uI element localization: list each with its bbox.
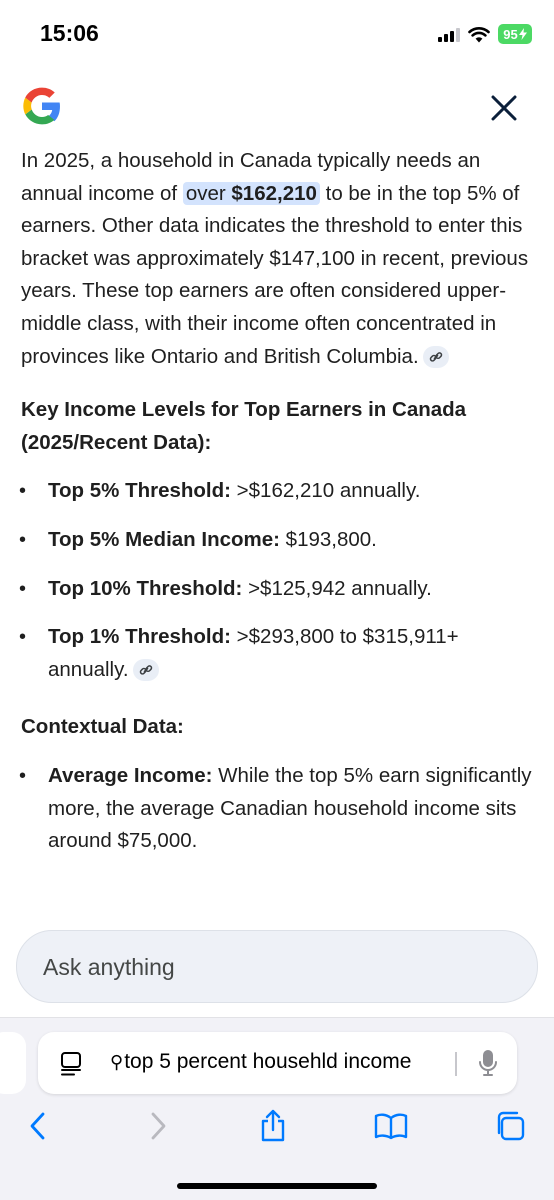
bullet: • (19, 528, 27, 551)
answer-highlight (183, 182, 320, 205)
address-bar[interactable] (38, 1032, 517, 1094)
bullet: • (19, 626, 27, 649)
answer-text-end: to be in the top 5% of earners. Other data indicates the threshold to enter this bracket was approximately $147,100 in recent, previous years. These top earners are often considered upper-middle class, with their income often concentrated in provinces like Ontario and British Columbia. (21, 181, 529, 368)
item-label: Top 5% Median Income: (48, 527, 280, 551)
battery-charging-icon (498, 24, 532, 44)
context-list (21, 760, 533, 858)
bullet: • (19, 480, 27, 503)
ask-input[interactable] (16, 930, 538, 1003)
item-label: Top 5% Threshold: (48, 479, 231, 503)
microphone-icon[interactable] (478, 1048, 498, 1078)
tabs-button[interactable] (490, 1106, 530, 1146)
battery-level: 95 (503, 26, 518, 42)
list-item (21, 573, 533, 606)
highlight-value: $162,210 (231, 181, 317, 205)
item-text: >$125,942 annually. (242, 576, 432, 600)
reader-icon[interactable] (60, 1051, 82, 1077)
google-g-logo (20, 84, 64, 128)
share-button[interactable] (253, 1106, 293, 1146)
item-label: Top 1% Threshold: (48, 625, 231, 649)
address-text[interactable] (110, 1050, 411, 1074)
link-icon (429, 350, 443, 364)
text-caret (455, 1052, 457, 1076)
highlight-prefix: over (185, 181, 232, 205)
bookmarks-icon (374, 1112, 408, 1140)
status-icons (438, 22, 532, 46)
status-bar (0, 0, 554, 70)
list-item (21, 475, 533, 508)
item-text: >$293,800 to $315,911+ annually. (48, 625, 459, 681)
search-icon: ⚲ (110, 1052, 124, 1072)
item-text: While the top 5% earn significantly more, the average Canadian household income sits around $75,000. (48, 763, 532, 853)
item-text: $193,800. (279, 527, 377, 551)
ask-placeholder: Ask anything (43, 954, 175, 980)
signal-icon (438, 26, 460, 42)
home-indicator (177, 1183, 377, 1189)
bookmarks-button[interactable] (371, 1106, 411, 1146)
ai-answer (21, 145, 533, 858)
address-query: top 5 percent househld income (124, 1050, 412, 1073)
back-icon (27, 1112, 49, 1140)
list-item (21, 621, 533, 686)
answer-text-start: In 2025, a household in Canada typically needs an annual income of (21, 149, 481, 205)
close-icon[interactable] (484, 88, 524, 128)
source-link-chip[interactable] (423, 346, 449, 368)
key-income-heading: Key Income Levels for Top Earners in Canada (2025/Recent Data): (21, 398, 467, 454)
status-time: 15:06 (40, 20, 99, 46)
wifi-icon (468, 26, 490, 43)
share-icon (258, 1109, 288, 1143)
previous-tab-preview[interactable] (0, 1032, 26, 1094)
list-item (21, 524, 533, 557)
bullet: • (19, 577, 27, 600)
bullet: • (19, 764, 27, 787)
forward-icon (147, 1112, 169, 1140)
list-item (21, 760, 533, 858)
source-link-chip[interactable] (133, 659, 159, 681)
income-list (21, 475, 533, 686)
link-icon (139, 663, 153, 677)
back-button[interactable] (18, 1106, 58, 1146)
item-label: Top 10% Threshold: (48, 576, 243, 600)
contextual-data-heading: Contextual Data: (21, 715, 184, 739)
item-label: Average Income: (48, 763, 213, 787)
tabs-icon (494, 1110, 526, 1142)
forward-button[interactable] (138, 1106, 178, 1146)
item-text: >$162,210 annually. (230, 479, 421, 503)
answer-paragraph (21, 145, 533, 373)
